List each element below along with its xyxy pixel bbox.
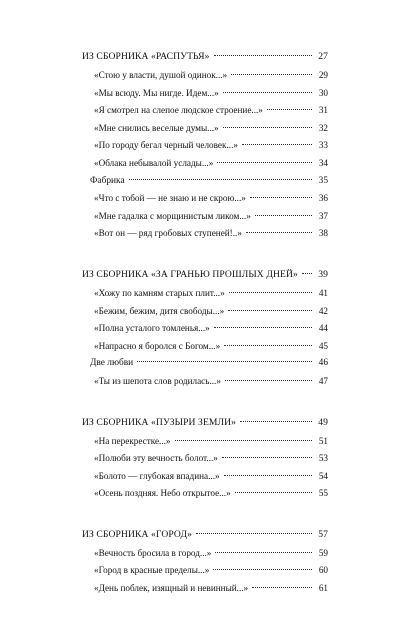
entry-page-number: 37 [318,210,328,221]
dot-leader [228,310,312,311]
entry-page-number: 55 [318,488,328,499]
toc-entry [82,85,328,103]
toc-entry [82,173,328,191]
table-of-contents [82,47,328,620]
toc-section [82,525,328,598]
dot-leader [213,569,312,570]
entry-page-number: 59 [318,547,328,558]
entry-title: «Мы всюду. Мы нигде. Идем...» [94,87,219,98]
section-page-number: 49 [318,416,328,428]
dot-leader [129,179,312,180]
section-heading [82,413,328,433]
dot-leader [223,92,312,93]
toc-entry [82,285,328,303]
toc-entry [82,120,328,138]
toc-entry [82,545,328,563]
toc-entry [82,190,328,208]
dot-leader [252,587,312,588]
entry-title: «Полна усталого томленья...» [94,323,210,334]
dot-leader [255,215,312,216]
entry-title: «Полюби эту вечность болот...» [94,453,218,464]
toc-section [82,47,328,243]
dot-leader [224,475,312,476]
entry-page-number: 61 [318,583,328,594]
toc-entry [82,303,328,321]
toc-section [82,413,328,503]
entry-page-number: 42 [318,305,328,316]
dot-leader [231,74,312,75]
toc-entry [82,320,328,338]
entry-title: «По городу бегал черный человек...» [94,140,238,151]
entry-page-number: 53 [318,453,328,464]
entry-page-number: 54 [318,470,328,481]
dot-leader [235,492,312,493]
entry-page-number: 31 [318,105,328,116]
entry-title: «Хожу по камням старых плит...» [94,287,225,298]
toc-entry [82,562,328,580]
entry-page-number: 51 [318,435,328,446]
dot-leader [224,345,312,346]
entry-title: «Напрасно я боролся с Богом...» [94,340,221,351]
entry-title: «Стою у власти, душой одинок...» [94,70,228,80]
section-title: ИЗ СБОРНИКА «РАСПУТЬЯ» [82,51,210,62]
toc-entry [82,433,328,451]
entry-title: «На перекрестке...» [94,435,171,446]
toc-entry [82,208,328,226]
toc-entry [82,155,328,173]
entry-page-number: 33 [318,140,328,151]
entry-title: «Осень поздняя. Небо открытое...» [94,488,231,499]
dot-leader [175,440,312,441]
entry-title: Фабрика [90,175,125,186]
entry-title: «День поблек, изящный и невинный...» [94,583,249,594]
entry-page-number: 41 [318,287,328,298]
entry-title: «Я смотрел на слепое людское строение...» [94,105,263,116]
section-page-number: 27 [318,51,328,62]
entry-page-number: 60 [318,565,328,576]
section-heading [82,525,328,545]
entry-page-number: 32 [318,122,328,133]
entry-title: «Ты из шепота слов родилась...» [94,375,221,386]
entry-title: «Болото — глубокая впадина...» [94,470,220,481]
toc-entry [82,468,328,486]
section-page-number: 39 [318,268,328,280]
section-heading [82,47,328,67]
entry-page-number: 29 [318,70,328,80]
toc-entry [82,485,328,503]
section-title: ИЗ СБОРНИКА «ГОРОД» [82,528,192,540]
dot-leader [137,361,312,362]
entry-title: «Облака небывалой услады...» [94,157,214,168]
dot-leader [225,380,312,381]
entry-page-number: 34 [318,157,328,168]
toc-entry [82,373,328,391]
entry-title: «Мне снились веселые думы...» [94,122,219,133]
toc-entry [82,338,328,356]
section-title: ИЗ СБОРНИКА «ПУЗЫРИ ЗЕМЛИ» [82,416,237,428]
entry-title: «Город в красные пределы...» [94,565,210,576]
dot-leader [302,273,312,274]
entry-page-number: 35 [318,175,328,186]
dot-leader [267,109,312,110]
toc-entry [82,67,328,85]
dot-leader [217,162,312,163]
dot-leader [215,552,312,553]
entry-page-number: 45 [318,340,328,351]
toc-entry [82,450,328,468]
section-heading [82,265,328,285]
toc-section [82,265,328,391]
toc-entry [82,355,328,373]
entry-title: «Что с тобой — не знаю и не скрою...» [94,193,246,204]
entry-title: Две любви [90,358,134,369]
dot-leader [214,327,312,328]
dot-leader [196,533,312,534]
dot-leader [214,55,312,56]
entry-title: «Мне гадалка с морщинистым ликом...» [94,210,251,221]
entry-page-number: 38 [318,228,328,239]
dot-leader [240,421,312,422]
entry-page-number: 46 [318,358,328,369]
toc-entry [82,580,328,598]
entry-title: «Бежим, бежим, дитя свободы...» [94,305,225,316]
dot-leader [242,144,312,145]
entry-page-number: 44 [318,323,328,334]
toc-entry [82,225,328,243]
dot-leader [229,292,312,293]
dot-leader [222,457,312,458]
entry-title: «Вот он — ряд гробовых ступеней!..» [94,228,242,239]
dot-leader [246,232,312,233]
section-title: ИЗ СБОРНИКА «ЗА ГРАНЬЮ ПРОШЛЫХ ДНЕЙ» [82,268,298,280]
dot-leader [223,127,312,128]
entry-page-number: 36 [318,193,328,204]
entry-page-number: 30 [318,87,328,98]
entry-page-number: 47 [318,375,328,386]
entry-title: «Вечность бросила в город...» [94,547,212,558]
toc-entry [82,137,328,155]
dot-leader [250,197,312,198]
section-page-number: 57 [318,528,328,540]
toc-entry [82,102,328,120]
